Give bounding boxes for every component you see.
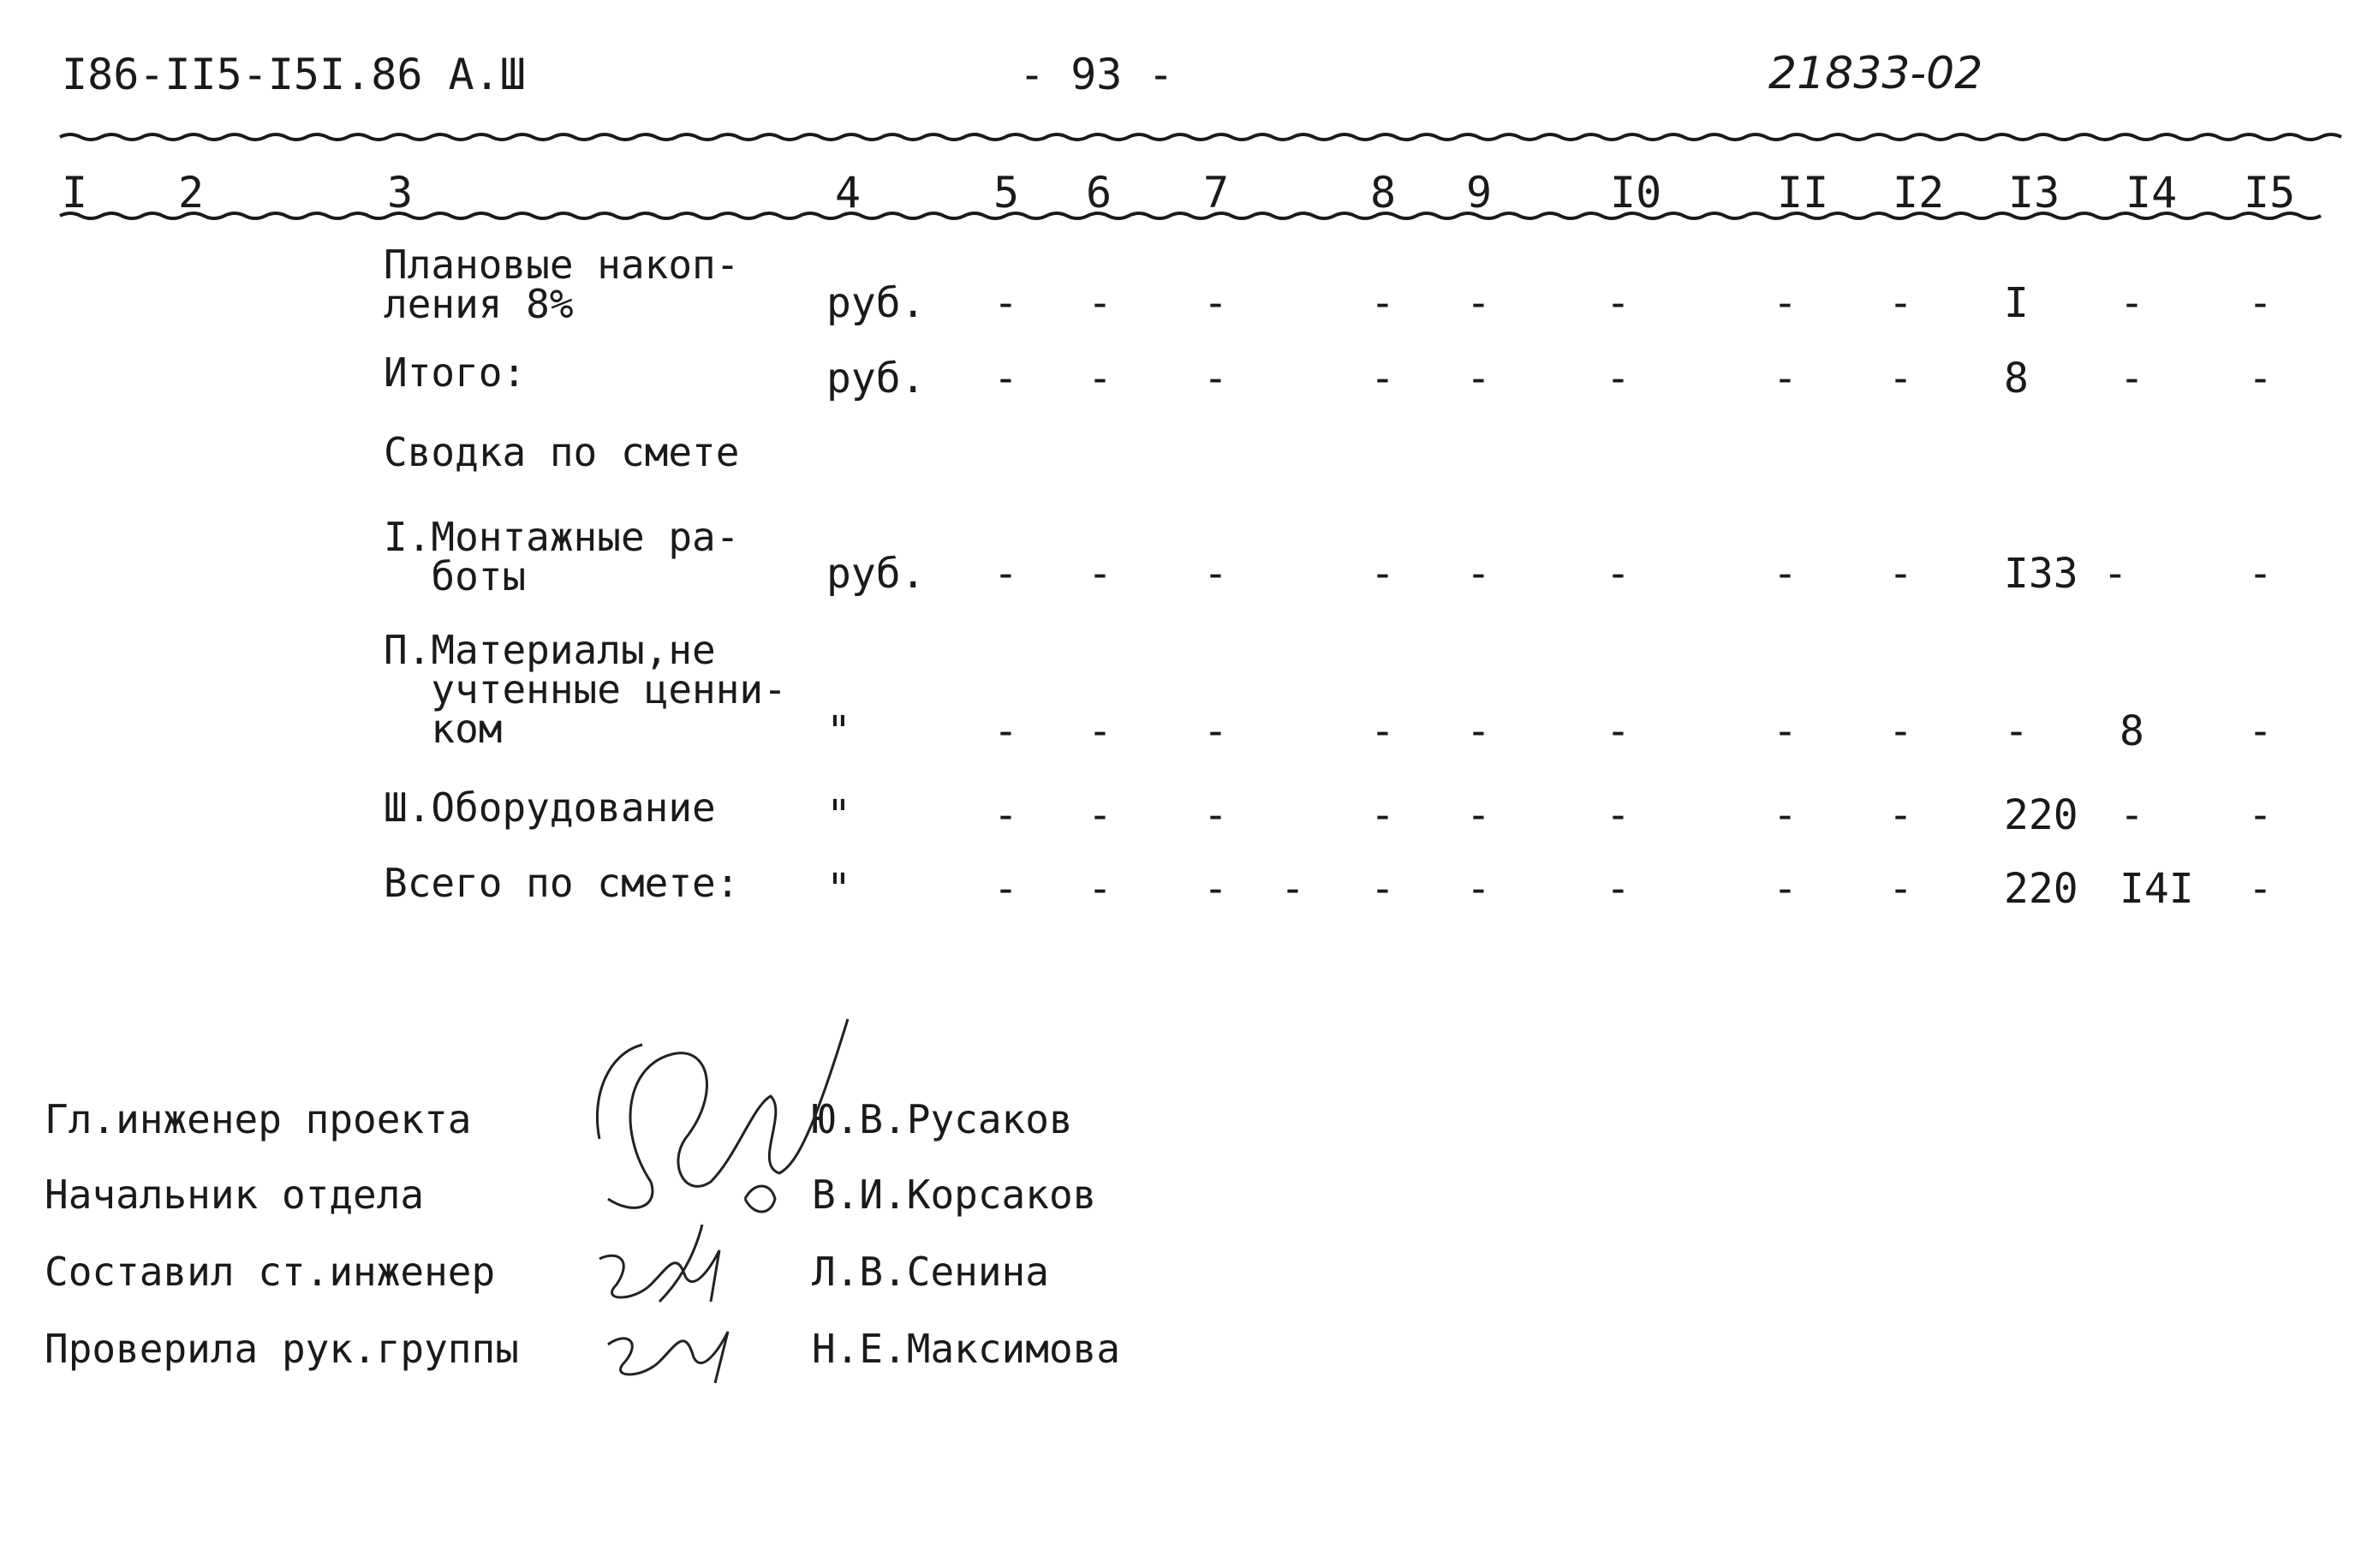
page-number: - 93 - xyxy=(1019,50,1174,99)
value-cell: - xyxy=(1203,707,1228,755)
value-cell: - xyxy=(1888,707,1913,755)
value-cell: - xyxy=(2120,279,2144,327)
value-cell: - xyxy=(1466,279,1491,327)
value-cell: - xyxy=(1203,865,1228,913)
signature-role: Начальник отдела xyxy=(45,1172,425,1218)
value-cell: - xyxy=(1370,550,1395,598)
value-cell: I33 - xyxy=(2004,550,2128,598)
value-cell: - xyxy=(1088,865,1112,913)
column-number: 9 xyxy=(1466,168,1493,218)
value-cell: - xyxy=(1773,865,1798,913)
value-cell: - xyxy=(1370,865,1395,913)
unit-cell: " xyxy=(826,707,851,755)
value-cell: - xyxy=(993,791,1018,839)
value-cell: - xyxy=(993,355,1018,402)
value-cell: - xyxy=(1088,355,1112,402)
row-label-line: Итого: xyxy=(384,349,527,396)
document-code: I86-II5-I5I.86 А.Ш xyxy=(62,50,526,99)
value-cell: - xyxy=(1370,791,1395,839)
row-label-line: I.Монтажные ра- xyxy=(384,514,740,560)
unit-cell: руб. xyxy=(826,550,926,598)
unit-cell: " xyxy=(826,865,851,913)
value-cell: 220 xyxy=(2004,791,2078,839)
value-cell: 8 xyxy=(2120,707,2144,755)
signature-role: Гл.инженер проекта xyxy=(45,1096,472,1142)
value-cell: - xyxy=(1466,791,1491,839)
signature-role: Проверила рук.группы xyxy=(45,1326,519,1372)
column-number: I3 xyxy=(2008,168,2060,218)
signature-name: В.И.Корсаков xyxy=(812,1172,1097,1218)
value-cell: - xyxy=(1773,279,1798,327)
value-cell: I4I xyxy=(2120,865,2194,913)
value-cell: - xyxy=(993,707,1018,755)
value-cell: - xyxy=(1773,791,1798,839)
signature-korsakov xyxy=(608,1182,702,1302)
unit-cell: руб. xyxy=(826,355,926,402)
signature-senina xyxy=(599,1250,719,1302)
value-cell: - xyxy=(1466,550,1491,598)
value-cell: - xyxy=(1280,865,1305,913)
unit-cell: " xyxy=(826,791,851,839)
value-cell: - xyxy=(1773,707,1798,755)
row-label-line: Ш.Оборудование xyxy=(384,784,716,831)
signature-role: Составил ст.инженер xyxy=(45,1249,496,1295)
value-cell: 220 xyxy=(2004,865,2078,913)
value-cell: - xyxy=(1088,791,1112,839)
value-cell: - xyxy=(1888,865,1913,913)
value-cell: - xyxy=(1773,355,1798,402)
value-cell: - xyxy=(1606,355,1631,402)
column-number: 7 xyxy=(1203,168,1230,218)
column-number: 4 xyxy=(835,168,862,218)
row-label-line: ления 8% xyxy=(384,281,574,327)
row-label-line: Всего по смете: xyxy=(384,860,740,906)
value-cell: - xyxy=(1606,791,1631,839)
value-cell: - xyxy=(1203,550,1228,598)
value-cell: - xyxy=(1203,791,1228,839)
row-label-line: боты xyxy=(384,553,527,599)
value-cell: - xyxy=(1606,707,1631,755)
sheet-code: 21833-02 xyxy=(1768,48,1983,99)
column-number: I0 xyxy=(1610,168,1662,218)
signature-rusakov-tail xyxy=(597,1045,775,1212)
column-number: I5 xyxy=(2244,168,2296,218)
value-cell: - xyxy=(1888,791,1913,839)
value-cell: 8 xyxy=(2004,355,2029,402)
value-cell: - xyxy=(993,550,1018,598)
value-cell: - xyxy=(993,279,1018,327)
column-number: 5 xyxy=(993,168,1020,218)
unit-cell: руб. xyxy=(826,279,926,327)
signature-name: Л.В.Сенина xyxy=(812,1249,1049,1295)
value-cell: - xyxy=(1088,550,1112,598)
column-number: I2 xyxy=(1893,168,1945,218)
value-cell: - xyxy=(2248,707,2273,755)
signature-rusakov xyxy=(630,1019,848,1186)
value-cell: - xyxy=(1606,865,1631,913)
value-cell: - xyxy=(1773,550,1798,598)
value-cell: - xyxy=(1088,707,1112,755)
value-cell: - xyxy=(1888,279,1913,327)
value-cell: - xyxy=(1606,550,1631,598)
value-cell: - xyxy=(1888,355,1913,402)
value-cell: - xyxy=(1466,355,1491,402)
value-cell: - xyxy=(2120,791,2144,839)
row-label-line: учтенные ценни- xyxy=(384,666,787,712)
column-number: II xyxy=(1777,168,1829,218)
value-cell: - xyxy=(1606,279,1631,327)
value-cell: - xyxy=(1203,355,1228,402)
value-cell: - xyxy=(1088,279,1112,327)
value-cell: - xyxy=(2248,791,2273,839)
value-cell: - xyxy=(993,865,1018,913)
column-number: 6 xyxy=(1086,168,1112,218)
value-cell: - xyxy=(1466,707,1491,755)
value-cell: - xyxy=(2248,355,2273,402)
signature-name: Н.Е.Максимова xyxy=(812,1326,1121,1372)
row-label-line: П.Материалы,не xyxy=(384,627,716,673)
value-cell: - xyxy=(2248,550,2273,598)
value-cell: I xyxy=(2004,279,2029,327)
value-cell: - xyxy=(1203,279,1228,327)
value-cell: - xyxy=(1466,865,1491,913)
row-label-line: Сводка по смете xyxy=(384,429,740,475)
value-cell: - xyxy=(2248,865,2273,913)
value-cell: - xyxy=(1888,550,1913,598)
signature-name: Ю.В.Русаков xyxy=(812,1096,1073,1142)
column-number: 2 xyxy=(178,168,205,218)
value-cell: - xyxy=(2120,355,2144,402)
value-cell: - xyxy=(1370,279,1395,327)
column-number: I xyxy=(62,168,88,218)
row-label-line: Плановые накоп- xyxy=(384,241,740,288)
column-number: 8 xyxy=(1370,168,1397,218)
column-number: I4 xyxy=(2126,168,2178,218)
signature-maksimova xyxy=(608,1332,728,1383)
value-cell: - xyxy=(2248,279,2273,327)
value-cell: - xyxy=(1370,707,1395,755)
row-label-line: ком xyxy=(384,706,503,752)
value-cell: - xyxy=(2004,707,2029,755)
column-number: 3 xyxy=(387,168,414,218)
value-cell: - xyxy=(1370,355,1395,402)
